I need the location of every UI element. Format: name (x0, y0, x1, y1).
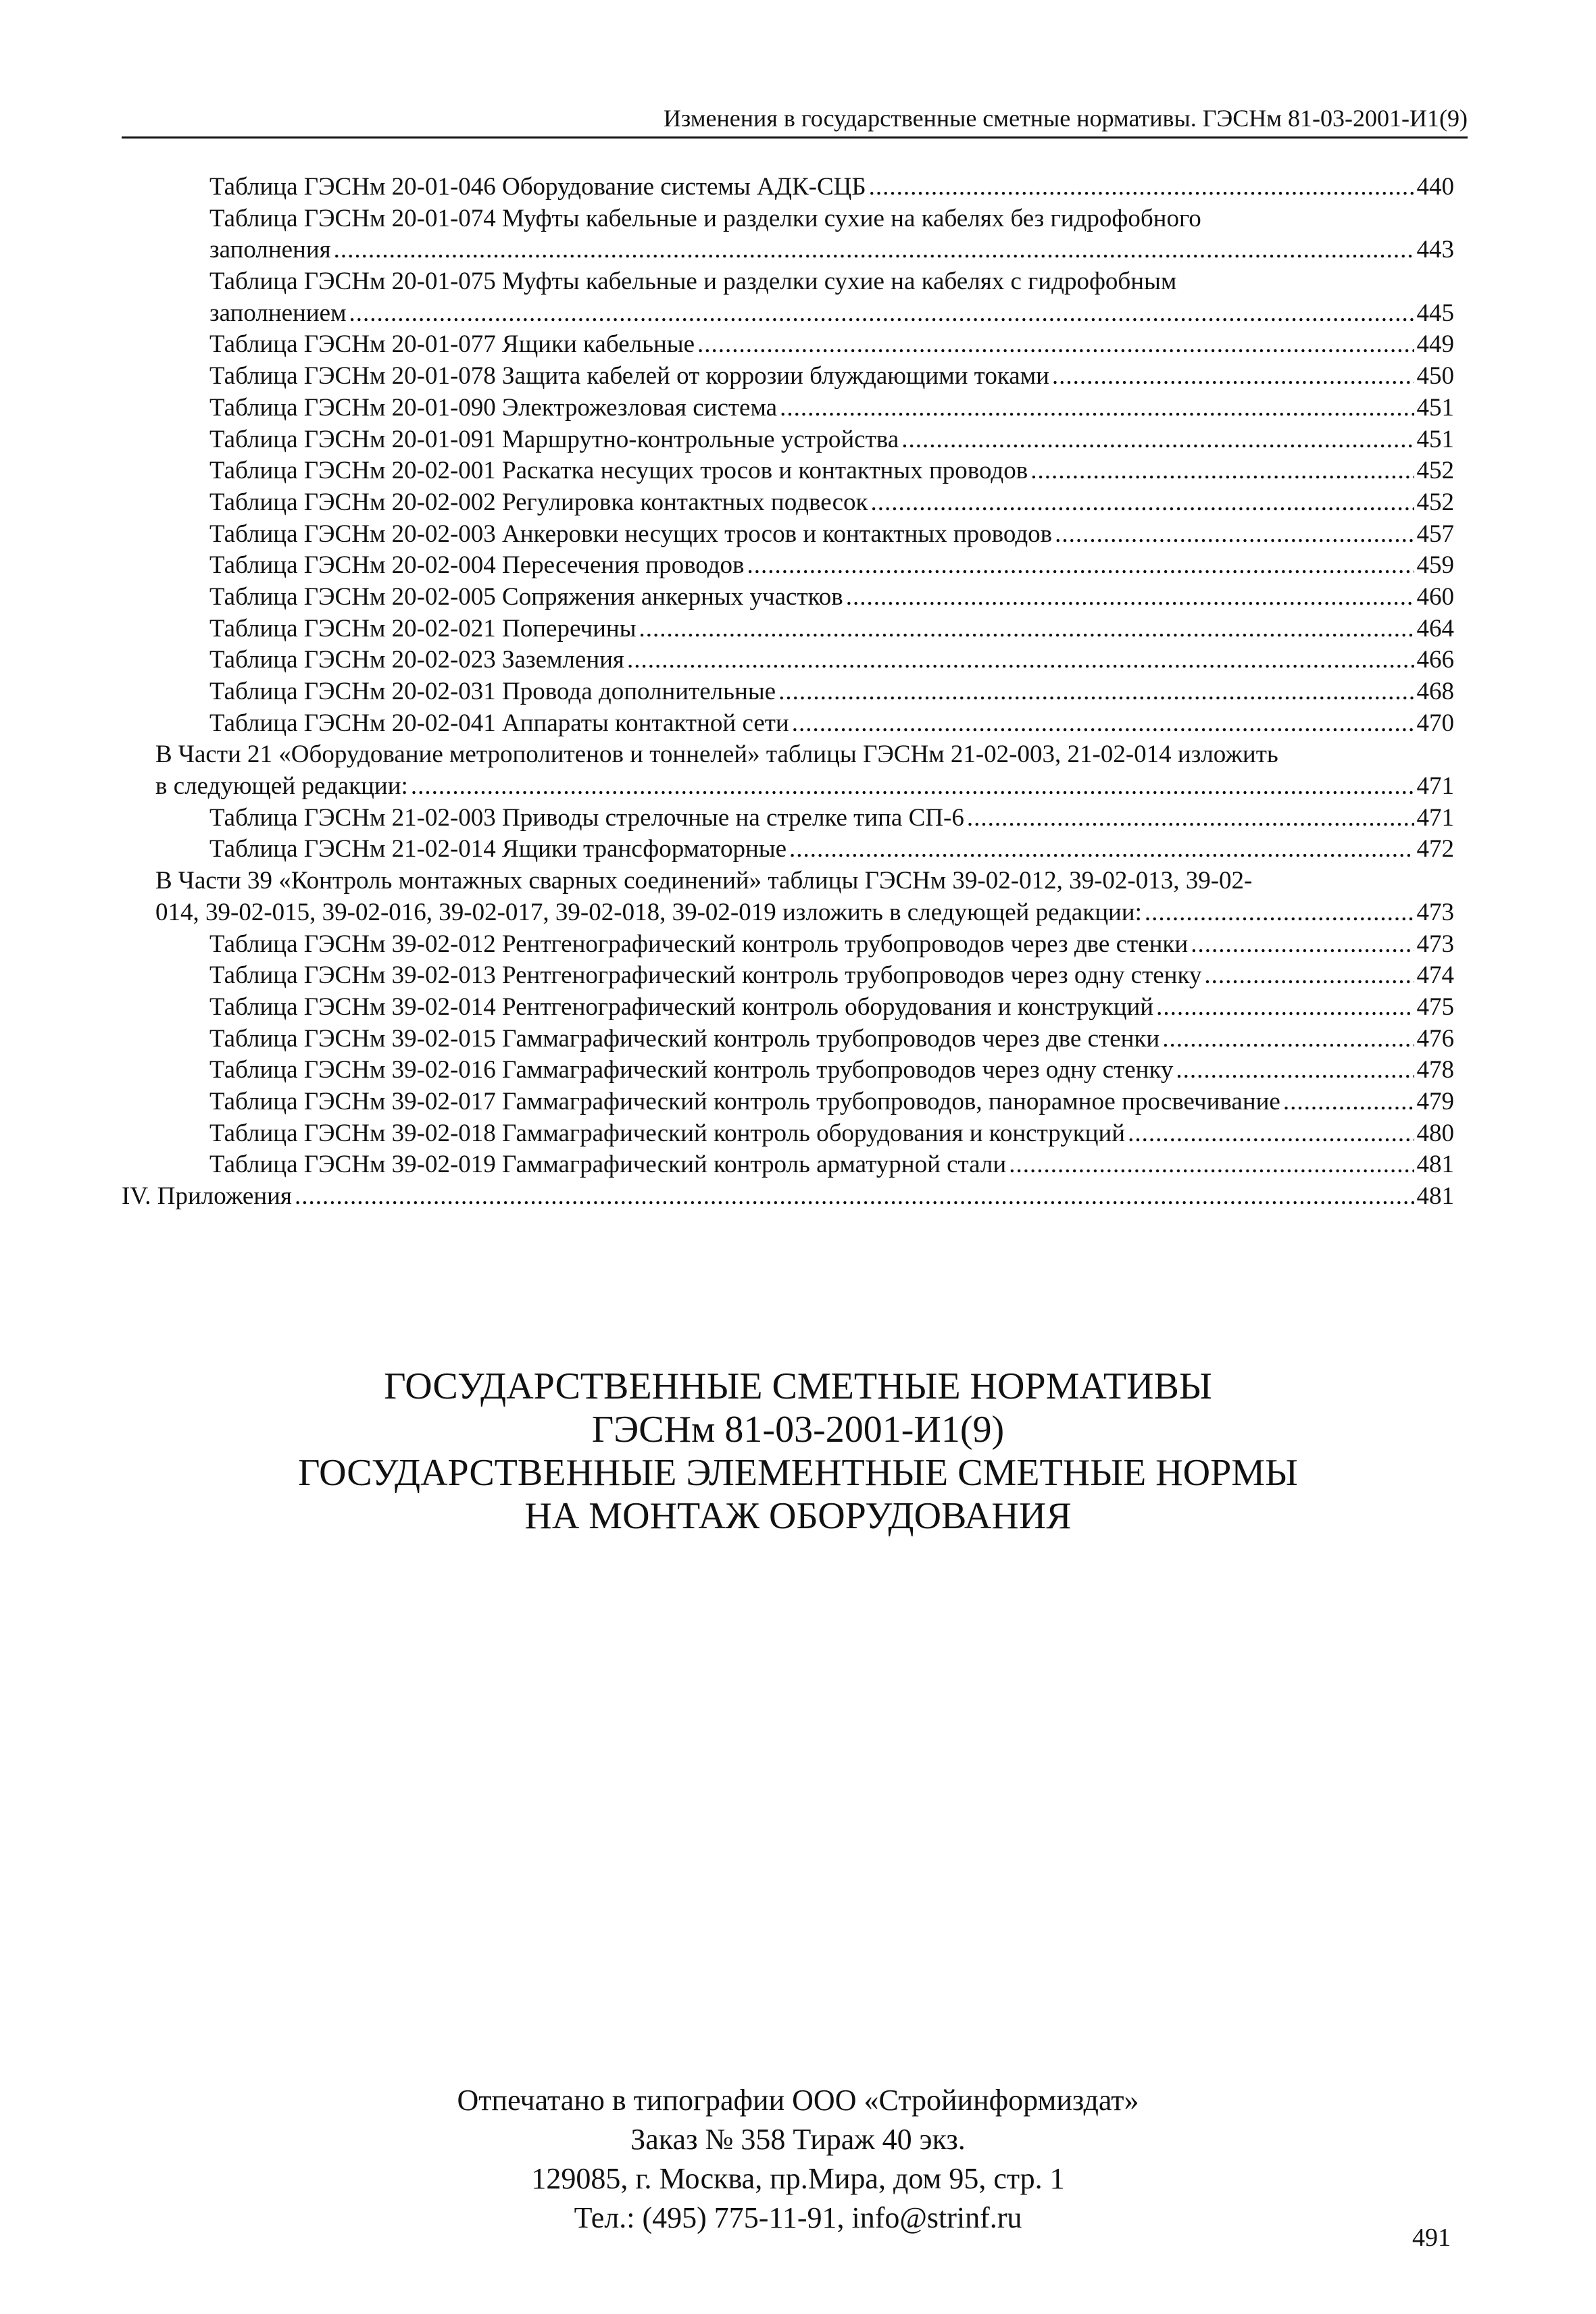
imprint-line: Заказ № 358 Тираж 40 экз. (630, 2123, 966, 2156)
toc-entry (122, 172, 1454, 203)
toc-entry-title: В Части 39 «Контроль монтажных сварных соединений» таблицы ГЭСНм 39-02-012, 39-02-013, 39-02- (155, 867, 1253, 895)
toc-entry-title: Таблица ГЭСНм 21-02-014 Ящики трансформаторные (209, 835, 787, 863)
toc-entry (122, 234, 1454, 266)
dot-leader (1145, 897, 1414, 929)
toc-entry-title: Таблица ГЭСНм 20-02-005 Сопряжения анкерных участков (209, 582, 843, 611)
toc-entry (122, 708, 1454, 740)
toc-entry-page: 443 (1416, 236, 1454, 264)
running-header (122, 101, 1468, 139)
toc-entry (122, 1086, 1454, 1118)
toc-entry-title: 014, 39-02-015, 39-02-016, 39-02-017, 39-02-018, 39-02-019 изложить в следующей редакции: (155, 898, 1142, 926)
toc-entry-page: 445 (1416, 299, 1454, 327)
toc-entry-title: Таблица ГЭСНм 20-01-075 Муфты кабельные и разделки сухие на кабелях с гидрофобным (209, 268, 1177, 296)
toc-entry-title: Таблица ГЭСНм 39-02-013 Рентгенографический контроль трубопроводов через одну стенку (209, 961, 1202, 990)
toc-entry (122, 361, 1454, 393)
toc-entry-title: Таблица ГЭСНм 39-02-018 Гаммаграфический контроль оборудования и конструкций (209, 1119, 1126, 1147)
dot-leader (1176, 1055, 1414, 1086)
toc-entry-page: 460 (1416, 582, 1454, 611)
dot-leader (411, 771, 1414, 803)
toc-entry (122, 1024, 1454, 1055)
toc-entry-page: 457 (1416, 520, 1454, 548)
dot-leader (1055, 519, 1414, 551)
toc-entry (122, 550, 1454, 582)
dot-leader (627, 645, 1414, 676)
dot-leader (792, 708, 1414, 740)
table-of-contents (122, 172, 1454, 1213)
page-number: 491 (1412, 2223, 1451, 2252)
toc-entry-page: 452 (1416, 457, 1454, 485)
toc-entry-title: Таблица ГЭСНм 21-02-003 Приводы стрелочные на стрелке типа СП-6 (209, 803, 964, 832)
toc-entry-title: заполнения (209, 236, 331, 264)
toc-entry (122, 519, 1454, 551)
toc-entry (122, 582, 1454, 613)
toc-entry (122, 329, 1454, 361)
dot-leader (846, 582, 1414, 613)
dot-leader (1191, 929, 1414, 961)
toc-entry-title: заполнением (209, 299, 347, 327)
toc-entry-page: 470 (1416, 709, 1454, 737)
dot-leader (747, 550, 1414, 582)
toc-entry (122, 424, 1454, 456)
toc-entry-page: 479 (1416, 1087, 1454, 1115)
toc-entry-page: 451 (1416, 393, 1454, 422)
dot-leader (901, 424, 1414, 456)
toc-entry-page: 481 (1416, 1151, 1454, 1179)
toc-entry-page: 474 (1416, 961, 1454, 990)
dot-leader (1162, 1024, 1414, 1055)
dot-leader (967, 803, 1414, 834)
toc-entry-page: 451 (1416, 425, 1454, 453)
toc-entry-title: Таблица ГЭСНм 20-01-091 Маршрутно-контрольные устройства (209, 425, 899, 453)
toc-entry-page: 452 (1416, 488, 1454, 516)
imprint-line: 129085, г. Москва, пр.Мира, дом 95, стр. 1 (531, 2162, 1065, 2195)
toc-entry-title: Таблица ГЭСНм 20-02-003 Анкеровки несущих тросов и контактных проводов (209, 520, 1053, 548)
header-text: Изменения в государственные сметные нормативы. ГЭСНм 81-03-2001-И1(9) (664, 105, 1468, 132)
toc-entry-page: 471 (1416, 803, 1454, 832)
toc-entry-page: 464 (1416, 614, 1454, 643)
toc-entry-title: В Части 21 «Оборудование метрополитенов и тоннелей» таблицы ГЭСНм 21-02-003, 21-02-014 изложить (155, 740, 1278, 769)
dot-leader (639, 613, 1414, 645)
toc-entry (122, 487, 1454, 519)
toc-entry-page: 476 (1416, 1024, 1454, 1053)
toc-entry-page: 475 (1416, 992, 1454, 1021)
toc-entry (122, 266, 1454, 298)
toc-entry (122, 1149, 1454, 1181)
dot-leader (1283, 1086, 1414, 1118)
dot-leader (1128, 1118, 1414, 1150)
toc-entry (122, 803, 1454, 834)
toc-entry-title: Таблица ГЭСНм 20-02-021 Поперечины (209, 614, 637, 643)
toc-entry-title: Таблица ГЭСНм 20-01-077 Ящики кабельные (209, 330, 695, 359)
toc-entry-title: Таблица ГЭСНм 20-02-031 Провода дополнительные (209, 678, 776, 705)
toc-entry-title: Таблица ГЭСНм 39-02-016 Гаммаграфический контроль трубопроводов через одну стенку (209, 1056, 1174, 1084)
toc-entry (122, 1055, 1454, 1086)
toc-entry-title: Таблица ГЭСНм 39-02-012 Рентгенографический контроль трубопроводов через две стенки (209, 930, 1189, 958)
toc-entry (122, 834, 1454, 865)
toc-entry (122, 298, 1454, 330)
imprint-line: Тел.: (495) 775-11-91, info@strinf.ru (574, 2201, 1022, 2234)
toc-entry (122, 455, 1454, 487)
toc-entry (122, 613, 1454, 645)
toc-entry (122, 992, 1454, 1024)
title-line: ГОСУДАРСТВЕННЫЕ ЭЛЕМЕНТНЫЕ СМЕТНЫЕ НОРМЫ (298, 1452, 1298, 1494)
dot-leader (1052, 361, 1414, 393)
dot-leader (1009, 1149, 1414, 1181)
dot-leader (1204, 960, 1414, 992)
toc-entry (122, 897, 1454, 929)
toc-entry (122, 1118, 1454, 1150)
toc-entry-page: 473 (1416, 898, 1454, 926)
toc-entry (122, 865, 1454, 897)
toc-entry-page: 449 (1416, 330, 1454, 359)
document-title (0, 1365, 1596, 1538)
toc-entry (122, 739, 1454, 771)
title-line: ГОСУДАРСТВЕННЫЕ СМЕТНЫЕ НОРМАТИВЫ (384, 1365, 1212, 1407)
toc-entry-title: Таблица ГЭСНм 20-01-090 Электрожезловая система (209, 393, 778, 422)
toc-entry-title: Таблица ГЭСНм 39-02-019 Гаммаграфический контроль арматурной стали (209, 1151, 1007, 1179)
toc-entry-page: 478 (1416, 1056, 1454, 1084)
toc-entry-title: Таблица ГЭСНм 39-02-017 Гаммаграфический контроль трубопроводов, панорамное просвечивание (209, 1087, 1280, 1115)
dot-leader (295, 1181, 1414, 1213)
toc-entry-page: 459 (1416, 551, 1454, 580)
toc-entry-page: 450 (1416, 362, 1454, 391)
toc-entry-page: 473 (1416, 930, 1454, 958)
toc-entry (122, 1181, 1454, 1213)
toc-entry-title: Таблица ГЭСНм 20-01-074 Муфты кабельные и разделки сухие на кабелях без гидрофобного (209, 204, 1201, 232)
dot-leader (778, 676, 1414, 708)
dot-leader (349, 298, 1414, 330)
toc-entry-title: Таблица ГЭСНм 20-02-023 Заземления (209, 646, 624, 674)
toc-entry (122, 393, 1454, 424)
toc-entry-page: 481 (1416, 1182, 1454, 1210)
toc-entry-title: Таблица ГЭСНм 20-01-046 Оборудование системы АДК-СЦБ (209, 173, 866, 201)
toc-entry-title: Таблица ГЭСНм 39-02-014 Рентгенографический контроль оборудования и конструкций (209, 992, 1154, 1021)
toc-entry-title: Таблица ГЭСНм 39-02-015 Гаммаграфический контроль трубопроводов через две стенки (209, 1024, 1160, 1053)
dot-leader (870, 487, 1414, 519)
toc-entry (122, 771, 1454, 803)
toc-entry-title: Таблица ГЭСНм 20-02-002 Регулировка контактных подвесок (209, 488, 868, 516)
dot-leader (789, 834, 1414, 865)
toc-entry-page: 468 (1416, 678, 1454, 705)
toc-entry (122, 676, 1454, 708)
dot-leader (780, 393, 1414, 424)
toc-entry-title: в следующей редакции: (155, 772, 408, 801)
toc-entry (122, 960, 1454, 992)
toc-entry-title: Таблица ГЭСНм 20-02-004 Пересечения проводов (209, 551, 745, 580)
toc-entry (122, 203, 1454, 235)
toc-entry-page: 480 (1416, 1119, 1454, 1147)
toc-entry-page: 471 (1416, 772, 1454, 801)
title-line: ГЭСНм 81-03-2001-И1(9) (591, 1409, 1005, 1451)
toc-entry-title: Таблица ГЭСНм 20-02-001 Раскатка несущих тросов и контактных проводов (209, 457, 1028, 485)
title-line: НА МОНТАЖ ОБОРУДОВАНИЯ (524, 1495, 1072, 1537)
toc-entry (122, 645, 1454, 676)
dot-leader (334, 234, 1414, 266)
toc-entry (122, 929, 1454, 961)
toc-entry-page: 440 (1416, 173, 1454, 201)
dot-leader (1030, 455, 1414, 487)
toc-entry-page: 466 (1416, 646, 1454, 674)
imprint-line: Отпечатано в типографии ООО «Стройинформиздат» (457, 2084, 1139, 2117)
toc-entry-title: Таблица ГЭСНм 20-01-078 Защита кабелей от коррозии блуждающими токами (209, 362, 1049, 391)
toc-entry-title: Таблица ГЭСНм 20-02-041 Аппараты контактной сети (209, 709, 789, 737)
toc-entry-title: IV. Приложения (122, 1182, 292, 1210)
printing-imprint (0, 2081, 1596, 2238)
dot-leader (1156, 992, 1414, 1024)
dot-leader (869, 172, 1414, 203)
toc-entry-page: 472 (1416, 835, 1454, 863)
dot-leader (697, 329, 1414, 361)
